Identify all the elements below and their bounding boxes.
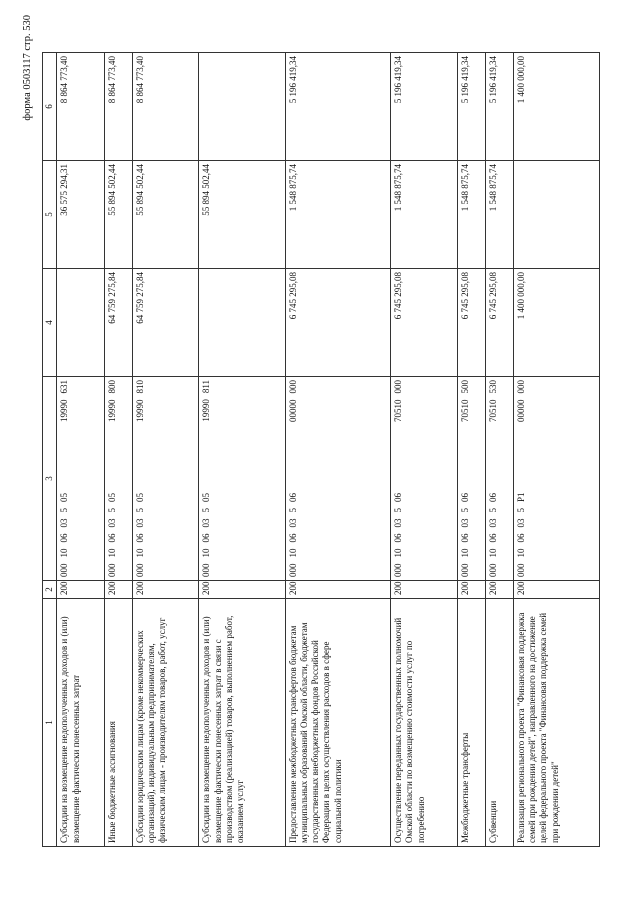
code-part: 03 [287, 518, 298, 528]
code-part: 10 [515, 548, 526, 558]
code-part: 000 [515, 380, 526, 394]
code-part: 5 [487, 508, 498, 513]
code-part: 06 [287, 493, 298, 502]
row-unexecuted-amount: 8 864 773,40 [57, 53, 104, 161]
classification-code-parts [516, 380, 527, 577]
code-part: 70510 [487, 399, 498, 422]
row-classification-code [132, 377, 199, 581]
code-part: 000 [459, 563, 470, 577]
row-classification-code [457, 377, 485, 581]
row-classification-code [104, 377, 132, 581]
row-name: Субсидии на возмещение недополученных доходов и (или) возмещение фактически понесенных затрат [57, 599, 104, 847]
expenditure-table [42, 52, 600, 847]
table-row [199, 53, 285, 847]
row-unexecuted-amount [199, 53, 285, 161]
code-part: 03 [459, 518, 470, 528]
table-row [391, 53, 458, 847]
code-part: 03 [59, 518, 70, 528]
row-executed-amount: 1 548 875,74 [391, 161, 458, 269]
row-approved-amount: 64 759 275,84 [132, 269, 199, 377]
row-line-code: 200 [513, 581, 599, 599]
row-executed-amount: 1 548 875,74 [285, 161, 391, 269]
row-name: Субвенции [485, 599, 513, 847]
code-part: 000 [201, 563, 212, 577]
row-unexecuted-amount: 5 196 419,34 [391, 53, 458, 161]
code-part: 03 [134, 518, 145, 528]
table-row [285, 53, 391, 847]
code-part: 06 [515, 533, 526, 543]
code-part: 000 [287, 563, 298, 577]
row-executed-amount: 55 894 502,44 [199, 161, 285, 269]
header-cell-5: 5 [43, 161, 57, 269]
row-executed-amount: 36 575 294,31 [57, 161, 104, 269]
classification-code-parts [201, 380, 212, 577]
code-part: 000 [487, 563, 498, 577]
row-executed-amount: 1 548 875,74 [485, 161, 513, 269]
row-line-code: 200 [457, 581, 485, 599]
code-part: 19990 [201, 399, 212, 422]
row-name: Предоставление межбюджетных трансфертов бюджетам муниципальных образований Омской области, бюджетам государственных внебюджетных фондов Российской Федерации в целях осуществления расходов в сфере социальной политики [285, 599, 391, 847]
code-part: 800 [106, 380, 117, 394]
row-unexecuted-amount: 5 196 419,34 [485, 53, 513, 161]
code-part: 000 [393, 563, 404, 577]
row-name: Иные бюджетные ассигнования [104, 599, 132, 847]
code-part: 5 [459, 508, 470, 513]
row-approved-amount [199, 269, 285, 377]
row-approved-amount: 64 759 275,84 [104, 269, 132, 377]
row-line-code: 200 [104, 581, 132, 599]
row-approved-amount: 6 745 295,08 [485, 269, 513, 377]
row-unexecuted-amount: 1 400 000,00 [513, 53, 599, 161]
row-line-code: 200 [132, 581, 199, 599]
classification-code-parts [460, 380, 471, 577]
classification-code-parts [107, 380, 118, 577]
table-row [57, 53, 104, 847]
code-part: 5 [393, 508, 404, 513]
code-part: 03 [515, 518, 526, 528]
code-part: 06 [487, 493, 498, 502]
header-cell-3: 3 [43, 377, 57, 581]
form-label: форма 0503117 стр. 530 [22, 15, 33, 121]
row-classification-code [199, 377, 285, 581]
code-part: 06 [201, 533, 212, 543]
code-part: 06 [393, 493, 404, 502]
row-approved-amount: 6 745 295,08 [285, 269, 391, 377]
code-part: 5 [59, 508, 70, 513]
row-approved-amount [57, 269, 104, 377]
code-part: 06 [393, 533, 404, 543]
code-part: 5 [134, 508, 145, 513]
code-part: 05 [59, 493, 70, 502]
row-name: Реализация регионального проекта "Финансовая поддержка семей при рождении детей", направленного на достижение целей федерального проекта "Финансовая поддержка семей при рождении детей" [513, 599, 599, 847]
code-part: 03 [106, 518, 117, 528]
code-part: 10 [459, 548, 470, 558]
row-classification-code [485, 377, 513, 581]
code-part: 70510 [459, 399, 470, 422]
table-row [457, 53, 485, 847]
code-part: 10 [201, 548, 212, 558]
code-part: 810 [134, 380, 145, 394]
row-approved-amount: 1 400 000,00 [513, 269, 599, 377]
row-line-code: 200 [57, 581, 104, 599]
code-part: 06 [287, 533, 298, 543]
code-part: 19990 [59, 399, 70, 422]
code-part: 06 [459, 493, 470, 502]
code-part: 000 [515, 563, 526, 577]
classification-code-parts [288, 380, 299, 577]
code-part: 10 [59, 548, 70, 558]
code-part: 10 [487, 548, 498, 558]
code-part: 03 [201, 518, 212, 528]
header-cell-1: 1 [43, 599, 57, 847]
code-part: 05 [201, 493, 212, 502]
row-name: Осуществление переданных государственных полномочий Омской области по возмещению стоимости услуг по погребению [391, 599, 458, 847]
classification-code-parts [135, 380, 146, 577]
code-part: 530 [487, 380, 498, 394]
code-part: 06 [59, 533, 70, 543]
table-row [132, 53, 199, 847]
code-part: 000 [287, 380, 298, 394]
code-part: 10 [287, 548, 298, 558]
code-part: 000 [106, 563, 117, 577]
header-cell-4: 4 [43, 269, 57, 377]
row-name: Субсидии юридическим лицам (кроме некоммерческих организаций), индивидуальным предпринимателям, физическим лицам - производителям товаров, работ, услуг [132, 599, 199, 847]
code-part: 5 [515, 508, 526, 513]
code-part: 631 [59, 380, 70, 394]
code-part: 19990 [106, 399, 117, 422]
row-line-code: 200 [485, 581, 513, 599]
code-part: 10 [134, 548, 145, 558]
row-unexecuted-amount: 5 196 419,34 [285, 53, 391, 161]
row-classification-code [285, 377, 391, 581]
row-classification-code [391, 377, 458, 581]
code-part: 00000 [287, 399, 298, 422]
header-row [43, 53, 57, 847]
code-part: 500 [459, 380, 470, 394]
table-row [485, 53, 513, 847]
row-executed-amount [513, 161, 599, 269]
code-part: 00000 [515, 399, 526, 422]
code-part: 03 [487, 518, 498, 528]
code-part: 5 [106, 508, 117, 513]
row-classification-code [57, 377, 104, 581]
row-line-code: 200 [199, 581, 285, 599]
code-part: 19990 [134, 399, 145, 422]
row-classification-code [513, 377, 599, 581]
classification-code-parts [488, 380, 499, 577]
code-part: 06 [134, 533, 145, 543]
table-row [513, 53, 599, 847]
code-part: 06 [106, 533, 117, 543]
code-part: 70510 [393, 399, 404, 422]
row-name: Субсидии на возмещение недополученных доходов и (или) возмещение фактически понесенных затрат в связи с производством (реализацией) товаров, выполнением работ, оказанием услуг [199, 599, 285, 847]
row-unexecuted-amount: 8 864 773,40 [104, 53, 132, 161]
header-cell-6: 6 [43, 53, 57, 161]
row-line-code: 200 [391, 581, 458, 599]
row-approved-amount: 6 745 295,08 [391, 269, 458, 377]
code-part: 000 [134, 563, 145, 577]
code-part: 05 [134, 493, 145, 502]
classification-code-parts [393, 380, 404, 577]
row-approved-amount: 6 745 295,08 [457, 269, 485, 377]
code-part: 811 [201, 380, 212, 394]
code-part: 05 [106, 493, 117, 502]
code-part: 10 [106, 548, 117, 558]
code-part: 06 [487, 533, 498, 543]
code-part: P1 [515, 492, 526, 502]
code-part: 5 [201, 508, 212, 513]
code-part: 000 [393, 380, 404, 394]
code-part: 03 [393, 518, 404, 528]
classification-code-parts [59, 380, 70, 577]
table-row [104, 53, 132, 847]
row-executed-amount: 55 894 502,44 [104, 161, 132, 269]
row-unexecuted-amount: 8 864 773,40 [132, 53, 199, 161]
row-executed-amount: 55 894 502,44 [132, 161, 199, 269]
row-unexecuted-amount: 5 196 419,34 [457, 53, 485, 161]
code-part: 5 [287, 508, 298, 513]
header-cell-2: 2 [43, 581, 57, 599]
code-part: 000 [59, 563, 70, 577]
code-part: 10 [393, 548, 404, 558]
row-line-code: 200 [285, 581, 391, 599]
row-name: Межбюджетные трансферты [457, 599, 485, 847]
row-executed-amount: 1 548 875,74 [457, 161, 485, 269]
code-part: 06 [459, 533, 470, 543]
